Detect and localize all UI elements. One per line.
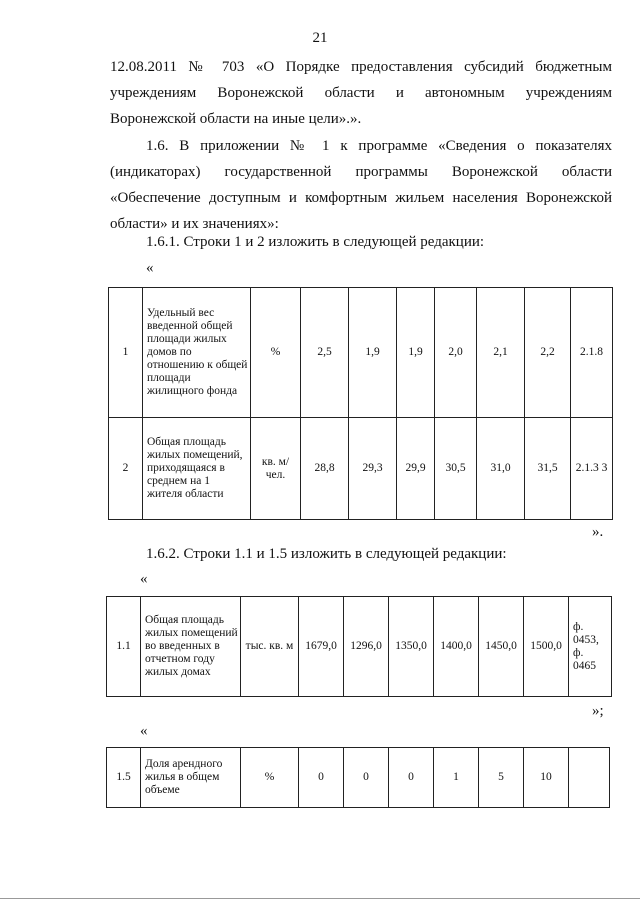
table-cell: ф. 0453, ф. 0465 xyxy=(569,597,612,697)
paragraph-1-line: учреждениям Воронежской области и автономным учреждениям xyxy=(110,85,612,101)
table-cell: 31,0 xyxy=(477,418,525,520)
scan-edge-divider xyxy=(0,898,640,899)
indicators-table-3 xyxy=(106,747,610,808)
table-cell: 30,5 xyxy=(435,418,477,520)
table-cell: 1 xyxy=(109,288,143,418)
paragraph-1 xyxy=(110,54,612,132)
table-cell: 1296,0 xyxy=(344,597,389,697)
quote-open-3: « xyxy=(140,723,148,739)
paragraph-2-line: «Обеспечение доступным и комфортным жильем населения Воронежской xyxy=(110,190,612,206)
table-cell: % xyxy=(251,288,301,418)
table-cell: 2,1 xyxy=(477,288,525,418)
table-cell: 0 xyxy=(344,748,389,808)
quote-open: « xyxy=(146,260,154,276)
indicators-table-1 xyxy=(108,287,613,520)
table-cell: 0 xyxy=(299,748,344,808)
table-cell: 28,8 xyxy=(301,418,349,520)
table-row xyxy=(107,597,612,697)
table-cell: 29,9 xyxy=(397,418,435,520)
paragraph-3: 1.6.1. Строки 1 и 2 изложить в следующей редакции: xyxy=(146,234,485,250)
table-cell: 0 xyxy=(389,748,434,808)
paragraph-1-line: Воронежской области на иные цели».». xyxy=(110,111,362,127)
table-cell: 2,2 xyxy=(525,288,571,418)
table-cell: 2.1.3 3 xyxy=(571,418,613,520)
paragraph-2-line: 1.6. В приложении № 1 к программе «Сведения о показателях xyxy=(146,138,612,154)
table-cell: 1679,0 xyxy=(299,597,344,697)
quote-close-1: ». xyxy=(592,524,604,540)
paragraph-4: 1.6.2. Строки 1.1 и 1.5 изложить в следующей редакции: xyxy=(146,546,507,562)
page-number: 21 xyxy=(312,30,328,46)
table-cell: кв. м/чел. xyxy=(251,418,301,520)
table-cell: 1.5 xyxy=(107,748,141,808)
table-cell: Общая площадь жилых помещений во введенных в отчетном году жилых домах xyxy=(141,597,241,697)
table-cell: 1,9 xyxy=(397,288,435,418)
table-cell: 1450,0 xyxy=(479,597,524,697)
indicators-table-2 xyxy=(106,596,612,697)
table-cell: 1400,0 xyxy=(434,597,479,697)
table-cell: 2,5 xyxy=(301,288,349,418)
table-cell xyxy=(569,748,610,808)
table-cell: Доля арендного жилья в общем объеме xyxy=(141,748,241,808)
table-row xyxy=(107,748,610,808)
table-cell: 2 xyxy=(109,418,143,520)
quote-open-2: « xyxy=(140,571,148,587)
paragraph-2 xyxy=(110,133,612,237)
table-cell: 1500,0 xyxy=(524,597,569,697)
table-cell: тыс. кв. м xyxy=(241,597,299,697)
paragraph-2-line: области» и их значениях»: xyxy=(110,216,279,232)
table-cell: 1 xyxy=(434,748,479,808)
table-cell: Удельный вес введенной общей площади жилых домов по отношению к общей площади жилищного фонда xyxy=(143,288,251,418)
paragraph-2-line: (индикаторах) государственной программы Воронежской области xyxy=(110,164,612,180)
table-cell: 10 xyxy=(524,748,569,808)
table-cell: 1350,0 xyxy=(389,597,434,697)
table-row xyxy=(109,288,613,418)
table-cell: 2.1.8 xyxy=(571,288,613,418)
paragraph-1-line: 12.08.2011 № 703 «О Порядке предоставления субсидий бюджетным xyxy=(110,59,612,75)
table-cell: 29,3 xyxy=(349,418,397,520)
table-row xyxy=(109,418,613,520)
table-cell: % xyxy=(241,748,299,808)
table-cell: 2,0 xyxy=(435,288,477,418)
table-cell: 1,9 xyxy=(349,288,397,418)
quote-close-2: »; xyxy=(592,703,604,719)
table-cell: 1.1 xyxy=(107,597,141,697)
table-cell: Общая площадь жилых помещений, приходящаяся в среднем на 1 жителя области xyxy=(143,418,251,520)
table-cell: 31,5 xyxy=(525,418,571,520)
table-cell: 5 xyxy=(479,748,524,808)
